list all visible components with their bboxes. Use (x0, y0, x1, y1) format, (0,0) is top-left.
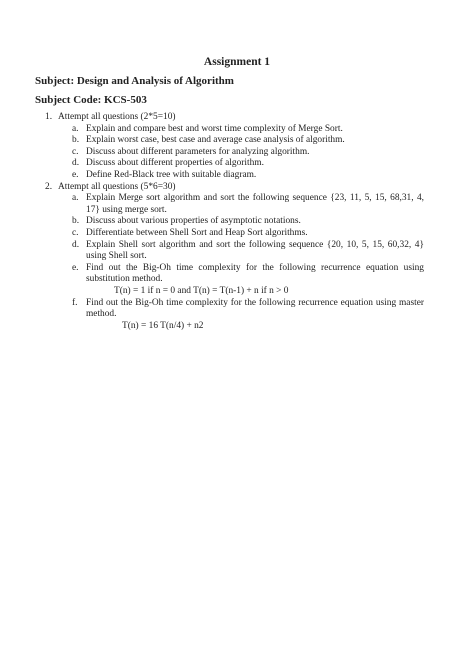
question-1 (45, 112, 428, 182)
item-label: a. (72, 123, 79, 134)
list-item (72, 169, 424, 182)
list-item (72, 158, 424, 170)
item-label: c. (72, 146, 79, 157)
list-item (72, 227, 424, 240)
item-text: Explain and compare best and worst time complexity of Merge Sort. (86, 123, 343, 134)
list-item (72, 297, 424, 333)
item-text: Find out the Big-Oh time complexity for the following recurrence equation using master method. (86, 297, 424, 320)
item-text: Explain Shell sort algorithm and sort the following sequence {20, 10, 5, 15, 60,32, 4} using Shell sort. (86, 239, 424, 262)
list-item (72, 193, 424, 216)
item-text: Find out the Big-Oh time complexity for the following recurrence equation using substitution method. (86, 262, 424, 285)
recurrence-equation: T(n) = 1 if n = 0 and T(n) = T(n-1) + n if n > 0 (114, 285, 289, 296)
item-text: Define Red-Black tree with suitable diagram. (86, 169, 257, 180)
list-item (72, 239, 424, 263)
question-number: 1. (45, 112, 53, 122)
assignment-title: Assignment 1 (203, 56, 271, 68)
list-item (72, 262, 424, 298)
item-label: b. (72, 216, 80, 227)
item-text: Differentiate between Shell Sort and Heap Sort algorithms. (86, 227, 308, 238)
item-label: f. (72, 297, 78, 308)
question-2-items (72, 193, 424, 332)
item-label: a. (72, 193, 79, 204)
question-1-items (72, 123, 424, 182)
recurrence-equation: T(n) = 16 T(n/4) + n2 (122, 320, 204, 331)
item-text: Discuss about different properties of algorithm. (86, 158, 264, 169)
item-text: Discuss about various properties of asymptotic notations. (86, 216, 301, 227)
list-item (72, 135, 424, 147)
list-item (72, 146, 424, 159)
item-label: b. (72, 135, 80, 146)
question-heading: Attempt all questions (5*6=30) (58, 181, 176, 192)
question-list (45, 112, 428, 332)
subject-line: Subject: Design and Analysis of Algorithm (35, 75, 234, 87)
list-item (72, 123, 424, 136)
item-text: Explain worst case, best case and average case analysis of algorithm. (86, 135, 345, 146)
subject-code-line: Subject Code: KCS-503 (35, 94, 147, 106)
item-label: c. (72, 227, 79, 238)
item-label: d. (72, 158, 80, 169)
question-2 (45, 181, 428, 333)
item-text: Explain Merge sort algorithm and sort the following sequence {23, 11, 5, 15, 68,31, 4, 17} using merge sort. (86, 193, 424, 215)
question-number: 2. (45, 181, 53, 192)
item-label: d. (72, 239, 80, 250)
item-label: e. (72, 262, 79, 273)
question-heading: Attempt all questions (2*5=10) (58, 112, 176, 122)
list-item (72, 216, 424, 228)
item-label: e. (72, 169, 79, 180)
item-text: Discuss about different parameters for analyzing algorithm. (86, 146, 310, 157)
